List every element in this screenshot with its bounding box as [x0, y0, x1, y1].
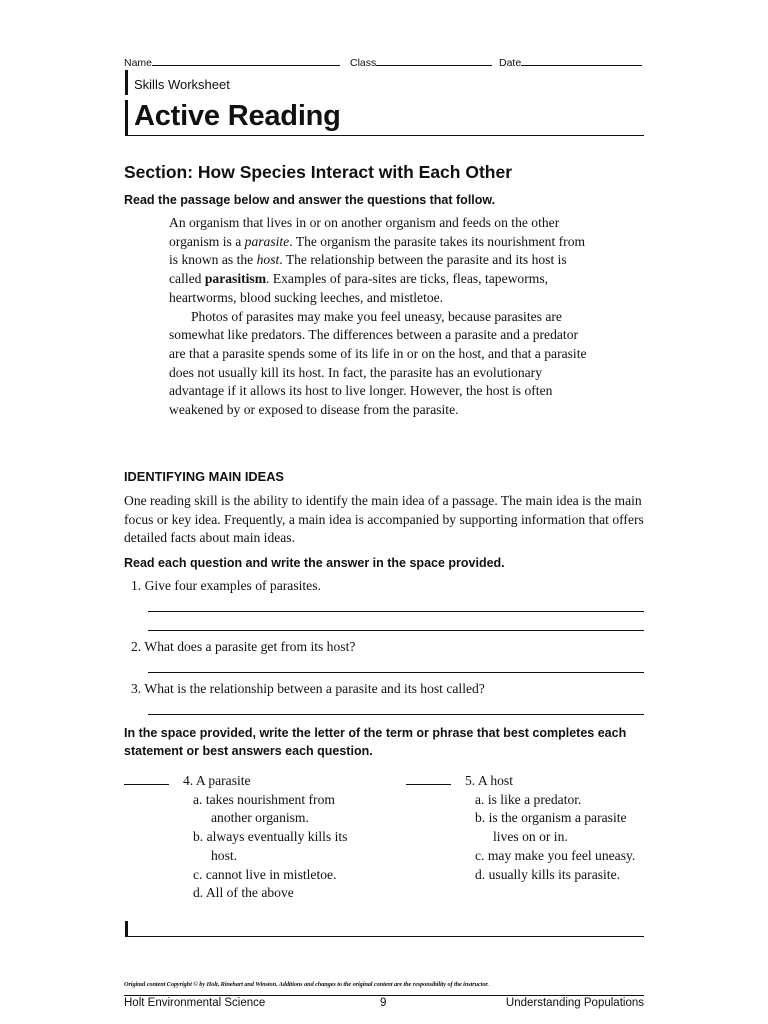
answer-line-2[interactable] [148, 672, 644, 673]
answer-blank-4[interactable] [124, 772, 169, 785]
mc-question-5: 5. A host a. is like a predator. b. is the organism a parasite lives on or in. c. may make you feel uneasy. d. usually kills its parasite. [406, 772, 644, 884]
class-blank[interactable] [376, 54, 492, 66]
skills-bar [125, 70, 128, 95]
passage-instruction: Read the passage below and answer the questions that follow. [124, 193, 496, 207]
passage-paragraph-2: Photos of parasites may make you feel uneasy, because parasites are somewhat like predators. The differences between a parasite and a predator are that a parasite spends some of its life in or on the host, and that a parasite does not usually kill its host. In fact, the parasite has an evolutionary advantage if it allows its host to live longer. However, the host is often weakened by or exposed to disease from the parasite. [169, 308, 587, 418]
copyright-notice: Original content Copyright © by Holt, Rinehart and Winston. Additions and changes to the original content are the responsibility of the instructor. [124, 981, 489, 988]
name-blank[interactable] [152, 54, 340, 66]
name-label: Name [124, 57, 153, 69]
term-parasitism: parasitism [204, 271, 267, 287]
option-4c: c. cannot live in mistletoe. [193, 866, 337, 882]
term-host: host [256, 252, 280, 268]
question-2: 2. What does a parasite get from its host? [131, 639, 356, 654]
option-5d: d. usually kills its parasite. [475, 866, 621, 882]
title-rule [125, 135, 644, 136]
passage-paragraph-1: An organism that lives in or on another organism and feeds on the other organism is a parasite. The organism the parasite takes its nourishment from is known as the host. The relationship between the parasite and its host is called parasitism. Examples of para-sites are ticks, fleas, tapeworms, heartworms, blood sucking leeches, and mistletoe. [169, 215, 586, 305]
section-title: Section: How Species Interact with Each Other [124, 162, 513, 182]
option-4d: d. All of the above [193, 885, 294, 901]
term-parasite: parasite [244, 233, 290, 249]
bottom-rule [125, 936, 644, 937]
answer-line-1a[interactable] [148, 611, 644, 612]
date-blank[interactable] [521, 54, 642, 66]
footer-page-number: 9 [380, 997, 387, 1009]
main-ideas-heading: IDENTIFYING MAIN IDEAS [124, 469, 284, 484]
reading-passage [169, 214, 589, 420]
option-5b: b. is the organism a parasite lives on or in. [475, 810, 627, 845]
bottom-bar [125, 921, 128, 937]
question-1: 1. Give four examples of parasites. [131, 578, 321, 593]
class-label: Class [350, 57, 377, 69]
question-3: 3. What is the relationship between a parasite and its host called? [131, 681, 485, 696]
class-field [350, 54, 492, 70]
answer-line-1b[interactable] [148, 630, 644, 631]
footer-chapter: Understanding Populations [505, 997, 644, 1009]
date-field [499, 54, 642, 70]
date-label: Date [499, 57, 522, 69]
title-bar [125, 100, 128, 136]
footer-rule [124, 995, 644, 996]
name-field [124, 54, 340, 70]
questions-instruction: Read each question and write the answer in the space provided. [124, 556, 505, 570]
footer-course: Holt Environmental Science [124, 997, 266, 1009]
mc-question-4: 4. A parasite a. takes nourishment from another organism. b. always eventually kills its host. c. cannot live in mistletoe. d. All of the above [124, 772, 374, 903]
option-4b: b. always eventually kills its host. [193, 829, 348, 863]
answer-line-3[interactable] [148, 714, 644, 715]
option-4a: a. takes nourishment from another organism. [193, 791, 335, 826]
mc-instruction: In the space provided, write the letter of the term or phrase that best completes each statement or best answers each question. [124, 726, 627, 758]
worksheet-type: Skills Worksheet [134, 77, 230, 92]
answer-blank-5[interactable] [406, 772, 451, 785]
main-ideas-body: One reading skill is the ability to identify the main idea of a passage. The main idea is the main focus or key idea. Frequently, a main idea is accompanied by supporting information that offers detailed facts about main ideas. [124, 493, 644, 546]
option-5a: a. is like a predator. [475, 791, 582, 807]
option-5c: c. may make you feel uneasy. [475, 847, 636, 863]
page-title: Active Reading [134, 100, 341, 132]
